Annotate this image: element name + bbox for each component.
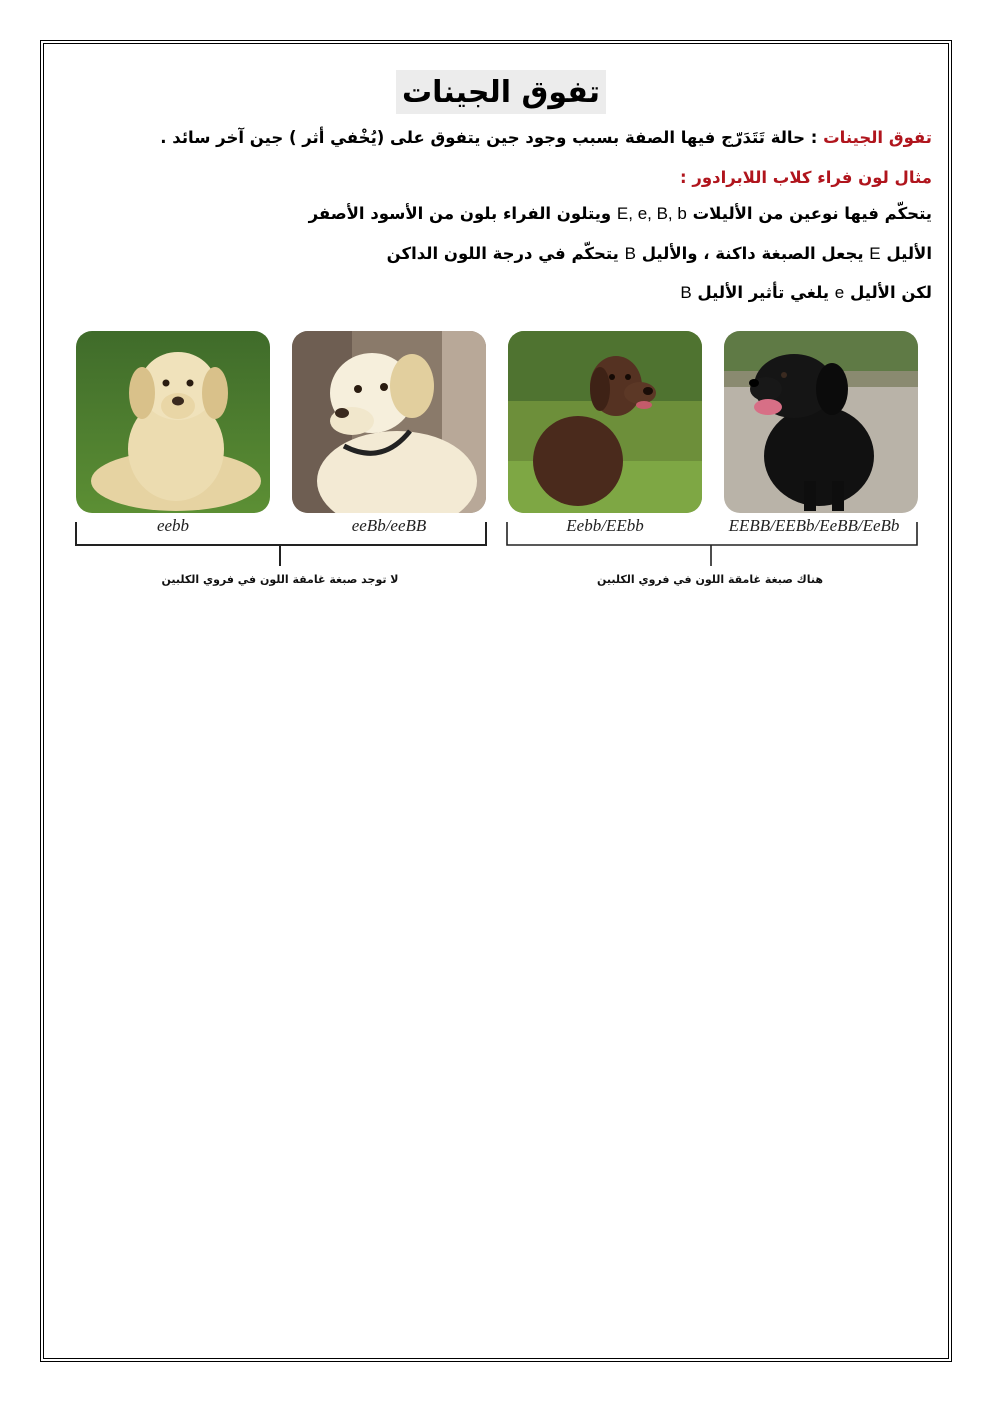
line2-allele1: E	[869, 244, 881, 263]
dog-photo-eeBb	[292, 331, 486, 513]
example-heading: مثال لون فراء كلاب اللابرادور :	[680, 168, 932, 187]
page-border-inner	[43, 43, 949, 1359]
line2-part3: يتحكّم في درجة اللون الداكن	[386, 244, 619, 263]
caption-no-dark-pigment: لا توجد صبغة غامقة اللون في فروي الكلبين	[161, 573, 399, 586]
line1-text-after: ويتلون الفراء بلون من الأسود الأصفر	[308, 204, 612, 223]
dog-photo-eebb	[76, 331, 270, 513]
definition-term: تفوق الجينات	[823, 128, 932, 147]
line3-allele1: e	[834, 283, 845, 302]
definition-separator: :	[805, 128, 824, 147]
line2-allele2: B	[624, 244, 636, 263]
left-bracket	[74, 520, 490, 568]
allele-line-2	[387, 244, 932, 264]
line3-part2: يلغي تأثير الأليل	[697, 283, 830, 302]
genotype-label-3: Eebb/EEbb	[566, 516, 644, 535]
line3-allele2: B	[680, 283, 692, 302]
caption-dark-pigment: هناك صبغة غامقة اللون في فروي الكلبين	[597, 573, 823, 586]
genotype-label-1: eebb	[156, 516, 190, 535]
line3-part1: لكن الأليل	[850, 283, 932, 302]
right-bracket	[505, 520, 921, 568]
allele-line-3	[680, 283, 932, 303]
line2-part2: يجعل الصبغة داكنة ، والأليل	[641, 244, 864, 263]
line1-alleles: E, e, B, b	[616, 204, 687, 223]
line2-part1: الأليل	[886, 244, 932, 263]
allele-line-1	[309, 204, 932, 224]
genotype-label-4: EEBB/EEBb/EeBB/EeBb	[728, 516, 900, 535]
definition-text: حالة تَتَدَرّج فيها الصفة بسبب وجود جين يتفوق على (يُخْفي أثر ) جين آخر سائد .	[160, 128, 805, 147]
dog-photo-Eebb	[508, 331, 702, 513]
dog-photo-EEBB	[724, 331, 918, 513]
title-box	[396, 70, 606, 114]
page-title: تفوق الجينات	[401, 74, 600, 110]
line1-text-before: يتحكّم فيها نوعين من الأليلات	[692, 204, 932, 223]
definition-line	[160, 128, 932, 147]
genotype-label-2: eeBb/eeBB	[351, 516, 427, 535]
